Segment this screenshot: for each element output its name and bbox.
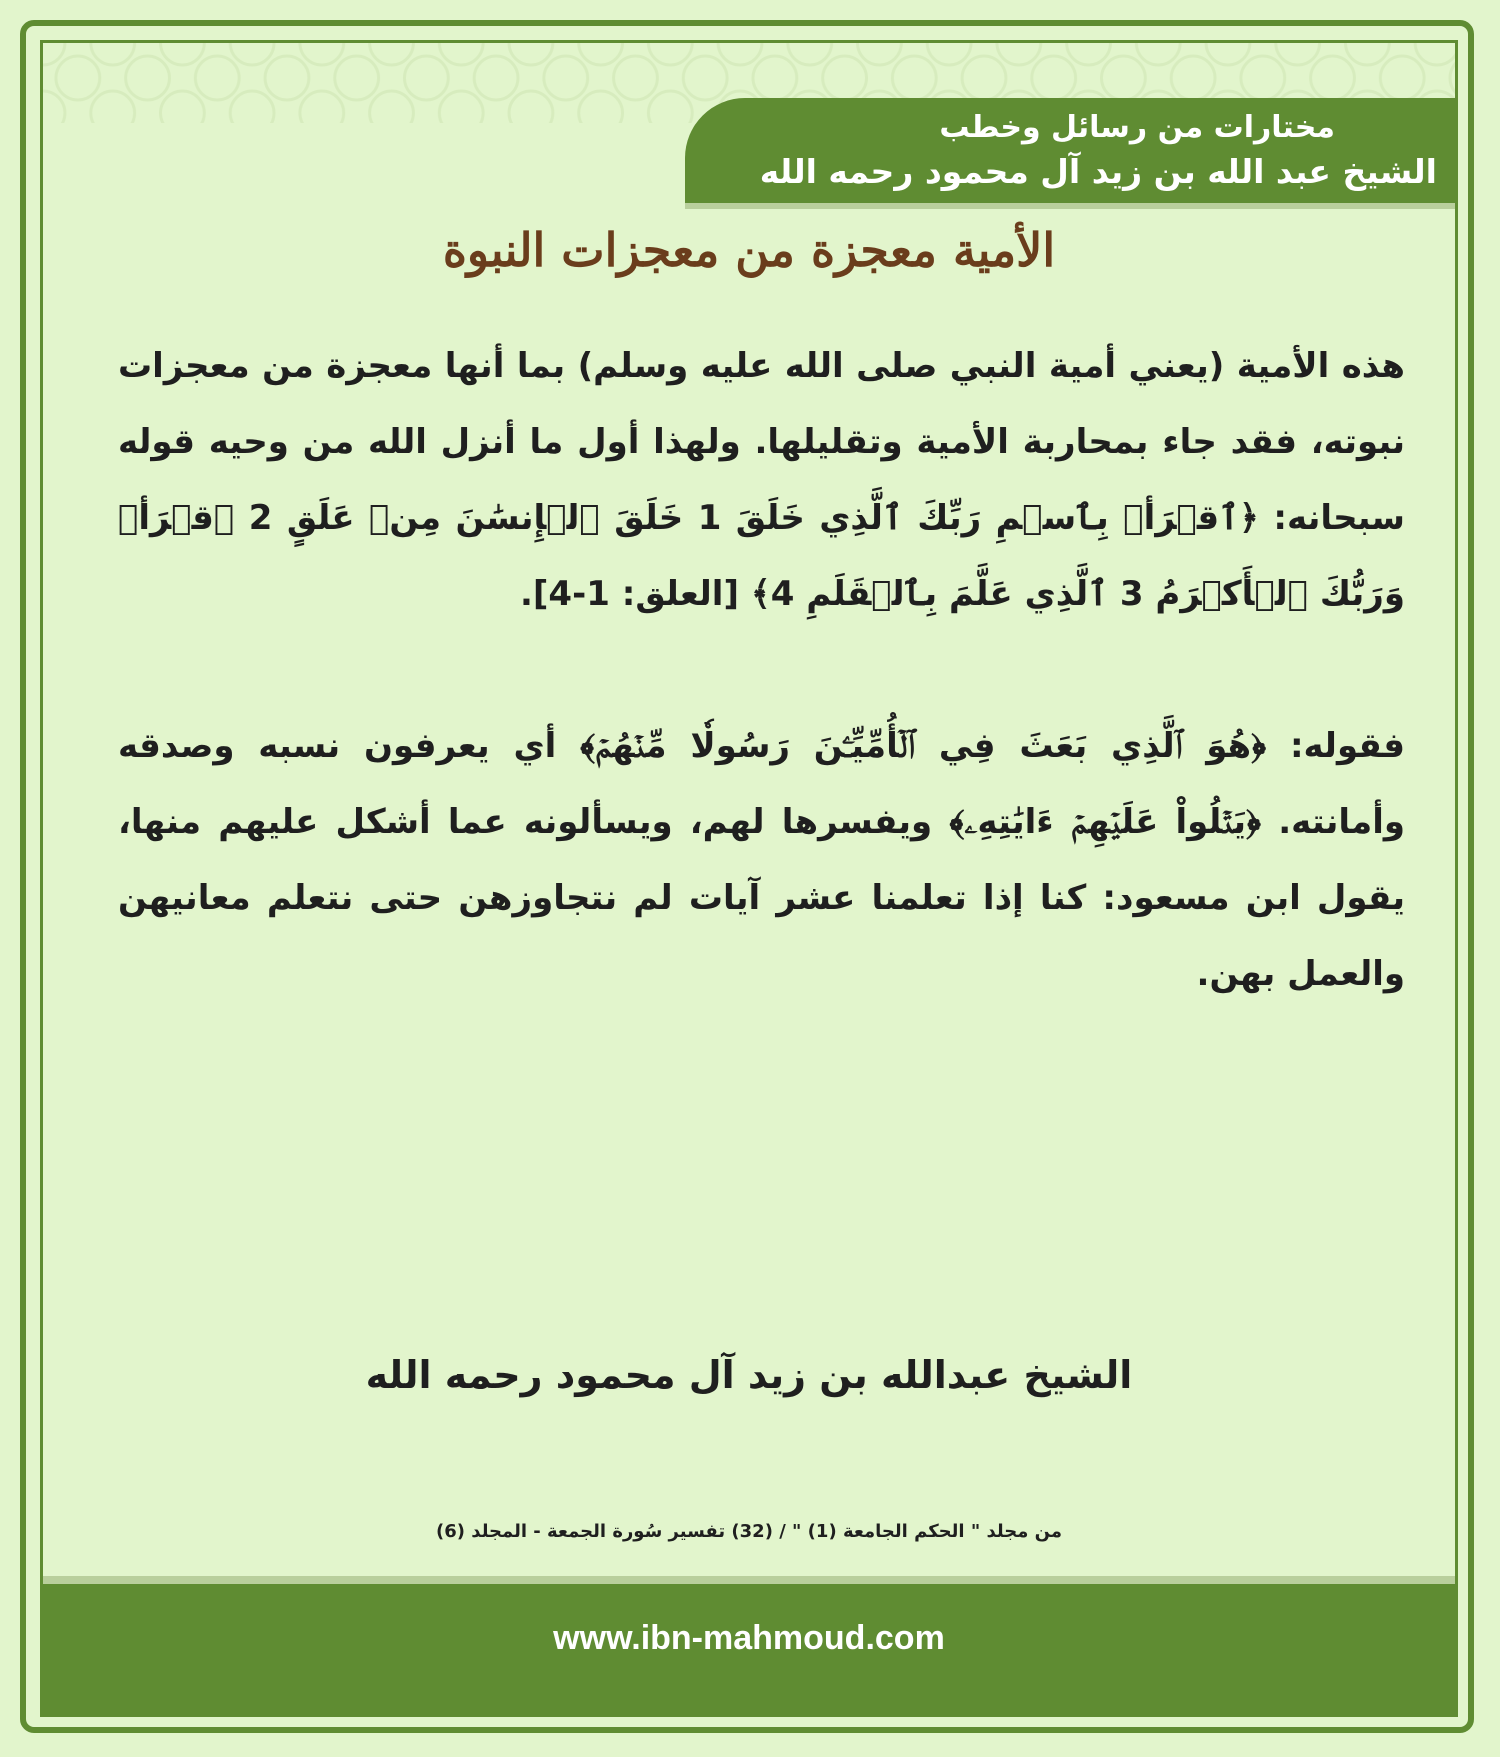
header-banner	[685, 98, 1455, 203]
website-link[interactable]: www.ibn-mahmoud.com	[553, 1619, 945, 1657]
footer-banner	[43, 1576, 1455, 1714]
author-signature: الشيخ عبدالله بن زيد آل محمود رحمه الله	[365, 1353, 1133, 1397]
header-series-title: مختارات من رسائل وخطب	[939, 110, 1335, 145]
source-citation: من مجلد " الحكم الجامعة (1) " / (32) تفسير سُورة الجمعة - المجلد (6)	[436, 1521, 1062, 1542]
page-title: الأمية معجزة من معجزات النبوة	[442, 223, 1056, 277]
page-frame	[40, 40, 1458, 1717]
article-body	[118, 328, 1405, 1012]
paragraph-1: هذه الأمية (يعني أمية النبي صلى الله عليه وسلم) بما أنها معجزة من معجزات نبوته، فقد جاء بمحاربة الأمية وتقليلها. ولهذا أول ما أنزل الله من وحيه قوله سبحانه: ﴿ٱقۡرَأۡ بِٱسۡمِ رَبِّكَ ٱلَّذِي خَلَقَ 1 خَلَقَ ٱلۡإِنسَٰنَ مِنۡ عَلَقٍ 2 ٱقۡرَأۡ وَرَبُّكَ ٱلۡأَكۡرَمُ 3 ٱلَّذِي عَلَّمَ بِٱلۡقَلَمِ 4﴾ [العلق: 1-4].	[118, 346, 1405, 614]
paragraph-2: فقوله: ﴿هُوَ ٱلَّذِي بَعَثَ فِي ٱلۡأُمِّيِّـۧنَ رَسُولٗا مِّنۡهُمۡ﴾ أي يعرفون نسبه وصدقه وأمانته. ﴿يَتۡلُواْ عَلَيۡهِمۡ ءَايَٰتِهِۦ﴾ ويفسرها لهم، ويسألونه عما أشكل عليهم منها، يقول ابن مسعود: كنا إذا تعلمنا عشر آيات لم نتجاوزهن حتى نتعلم معانيهن والعمل بهن.	[118, 726, 1405, 994]
header-author-name: الشيخ عبد الله بن زيد آل محمود رحمه الله	[759, 152, 1437, 191]
